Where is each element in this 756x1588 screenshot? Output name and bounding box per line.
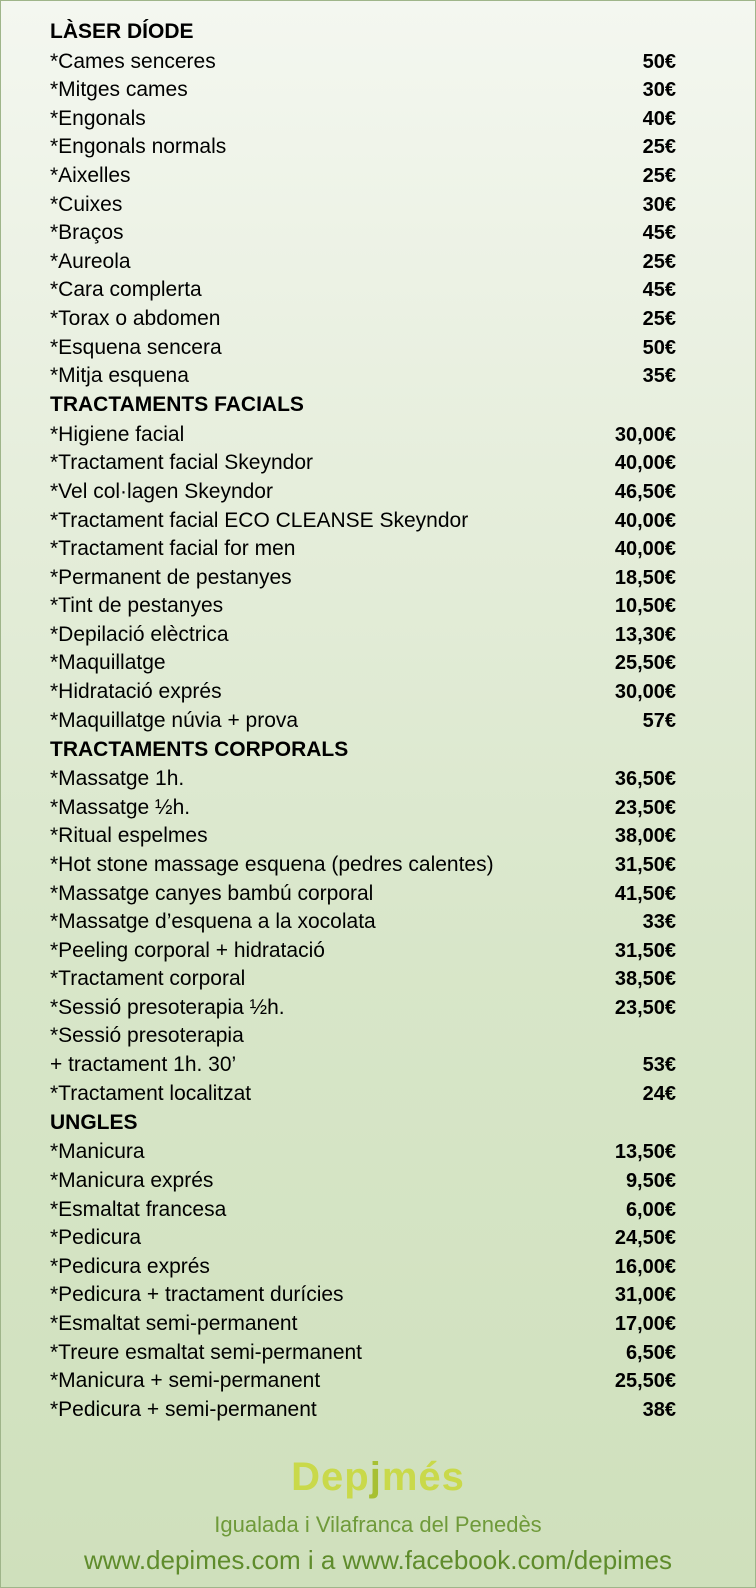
service-name: *Maquillatge <box>50 651 166 675</box>
price-row <box>50 1195 676 1224</box>
service-price: 16,00€ <box>614 1255 676 1278</box>
service-price: 53€ <box>642 1054 676 1077</box>
service-price: 23,50€ <box>614 796 676 819</box>
service-price: 10,50€ <box>614 595 676 618</box>
price-row <box>50 1338 676 1367</box>
website-text: www.depimes.com i a www.facebook.com/depimes <box>83 1545 673 1575</box>
service-name: *Tractament corporal <box>50 967 246 991</box>
service-price: 25€ <box>642 250 676 273</box>
service-price: 6,00€ <box>625 1198 676 1221</box>
price-row <box>50 563 676 592</box>
price-row <box>50 535 676 564</box>
price-row <box>50 649 676 678</box>
service-price: 57€ <box>642 709 676 732</box>
section-title: TRACTAMENTS CORPORALS <box>50 737 349 761</box>
service-price: 46,50€ <box>614 480 676 503</box>
service-name: *Pedicura + semi-permanent <box>50 1397 317 1421</box>
service-price: 50€ <box>642 336 676 359</box>
service-price: 31,50€ <box>614 854 676 877</box>
service-name: *Manicura exprés <box>50 1168 214 1192</box>
service-price: 33€ <box>642 911 676 934</box>
service-name: *Mitja esquena <box>50 364 189 388</box>
service-price: 24,50€ <box>614 1227 676 1250</box>
price-row <box>50 765 676 794</box>
price-row <box>50 1252 676 1281</box>
service-name: *Tractament localitzat <box>50 1081 252 1105</box>
service-name: *Depilació elèctrica <box>50 622 229 646</box>
service-name: *Higiene facial <box>50 422 185 446</box>
price-row <box>50 706 676 735</box>
price-row <box>50 993 676 1022</box>
logo-text-2: més <box>381 1455 465 1499</box>
logo-text-1: Dep <box>291 1455 370 1499</box>
price-row <box>50 677 676 706</box>
service-price: 38,50€ <box>614 968 676 991</box>
service-name: *Aureola <box>50 249 131 273</box>
service-name: *Vel col·lagen Skeyndor <box>50 479 273 503</box>
price-row <box>50 247 676 276</box>
price-row <box>50 449 676 478</box>
section-title: UNGLES <box>50 1110 138 1134</box>
service-price: 30€ <box>642 193 676 216</box>
section-title: TRACTAMENTS FACIALS <box>50 393 304 417</box>
service-name: *Massatge d’esquena a la xocolata <box>50 910 376 934</box>
price-row <box>50 879 676 908</box>
price-row <box>50 1022 676 1079</box>
service-price: 23,50€ <box>614 997 676 1019</box>
service-price: 30,00€ <box>614 423 676 446</box>
service-price: 38,00€ <box>614 825 676 848</box>
service-name: *Cara complerta <box>50 278 202 302</box>
price-row <box>50 1395 676 1424</box>
service-price: 40,00€ <box>614 538 676 561</box>
price-row <box>50 1309 676 1338</box>
price-row <box>50 333 676 362</box>
service-name: *Cuixes <box>50 192 123 216</box>
logo-text-j: j <box>369 1455 382 1499</box>
service-price: 50€ <box>642 50 676 73</box>
service-price: 25€ <box>642 164 676 187</box>
service-name: *Tractament facial for men <box>50 537 296 561</box>
service-name: *Mitges cames <box>50 78 188 102</box>
price-row <box>50 304 676 333</box>
service-name: *Engonals <box>50 106 146 130</box>
brand-logo <box>0 1455 756 1500</box>
service-name: *Peeling corporal + hidratació <box>50 938 325 962</box>
service-name: *Pedicura + tractament durícies <box>50 1283 344 1307</box>
price-row <box>50 161 676 190</box>
service-name: *Tractament facial ECO CLEANSE Skeyndor <box>50 508 469 532</box>
service-name: *Aixelles <box>50 163 131 187</box>
service-name: *Treure esmaltat semi-permanent <box>50 1340 363 1364</box>
service-price: 17,00€ <box>614 1312 676 1335</box>
price-row <box>50 219 676 248</box>
price-row <box>50 1281 676 1310</box>
price-row <box>50 822 676 851</box>
service-name-cont: + tractament 1h. 30’ <box>50 1053 237 1077</box>
price-row <box>50 104 676 133</box>
service-price: 18,50€ <box>614 566 676 589</box>
price-row <box>50 1166 676 1195</box>
service-price: 45€ <box>642 279 676 302</box>
service-price: 45€ <box>642 222 676 245</box>
service-price: 40,00€ <box>614 452 676 475</box>
service-name: *Braços <box>50 221 124 245</box>
service-name: *Hot stone massage esquena (pedres calentes) <box>50 853 494 877</box>
price-row <box>50 965 676 994</box>
service-price: 35€ <box>642 365 676 388</box>
price-row <box>50 362 676 391</box>
service-name: *Sessió presoterapia ½h. <box>50 996 285 1019</box>
service-price: 24€ <box>642 1082 676 1105</box>
service-price: 30,00€ <box>614 681 676 704</box>
price-row <box>50 793 676 822</box>
service-name: *Manicura + semi-permanent <box>50 1369 321 1393</box>
price-row <box>50 1224 676 1253</box>
service-price: 40€ <box>642 107 676 130</box>
service-name: *Permanent de pestanyes <box>50 565 292 589</box>
price-row <box>50 506 676 535</box>
service-price: 25,50€ <box>614 1370 676 1393</box>
service-price: 41,50€ <box>614 882 676 905</box>
price-row <box>50 276 676 305</box>
service-name: *Massatge ½h. <box>50 795 191 819</box>
service-price: 31,50€ <box>614 939 676 962</box>
service-price: 13,50€ <box>614 1141 676 1164</box>
service-price: 6,50€ <box>625 1341 676 1364</box>
locations-text: Igualada i Vilafranca del Penedès <box>214 1512 542 1537</box>
price-row <box>50 477 676 506</box>
service-price: 25,50€ <box>614 652 676 675</box>
service-name: *Sessió presoterapia <box>50 1024 244 1047</box>
price-row <box>50 620 676 649</box>
service-name: *Ritual espelmes <box>50 824 208 848</box>
service-price: 9,50€ <box>625 1169 676 1192</box>
price-list <box>50 17 676 1424</box>
service-name: *Cames senceres <box>50 49 216 73</box>
service-name: *Engonals normals <box>50 135 227 159</box>
service-price: 40,00€ <box>614 509 676 532</box>
service-price: 13,30€ <box>614 623 676 646</box>
service-price: 38€ <box>642 1398 676 1421</box>
price-row <box>50 133 676 162</box>
price-row <box>50 1079 676 1108</box>
price-row <box>50 936 676 965</box>
price-row <box>50 76 676 105</box>
service-name: *Torax o abdomen <box>50 306 221 330</box>
service-name: *Massatge 1h. <box>50 767 185 791</box>
price-row <box>50 850 676 879</box>
service-name: *Esmaltat semi-permanent <box>50 1311 298 1335</box>
service-price: 31,00€ <box>614 1284 676 1307</box>
price-row <box>50 47 676 76</box>
price-row <box>50 592 676 621</box>
service-name: *Manicura <box>50 1140 145 1164</box>
price-row <box>50 1138 676 1167</box>
service-name: *Esmaltat francesa <box>50 1197 227 1221</box>
section-title: LÀSER DÍODE <box>50 20 194 43</box>
service-price: 25€ <box>642 307 676 330</box>
service-name: *Esquena sencera <box>50 335 222 359</box>
service-price: 30€ <box>642 79 676 102</box>
price-row <box>50 908 676 937</box>
price-row <box>50 420 676 449</box>
price-row <box>50 1367 676 1396</box>
service-name: *Massatge canyes bambú corporal <box>50 881 374 905</box>
service-name: *Pedicura exprés <box>50 1254 210 1278</box>
service-name: *Maquillatge núvia + prova <box>50 708 299 732</box>
service-name: *Hidratació exprés <box>50 680 222 704</box>
service-price: 36,50€ <box>614 768 676 791</box>
service-price: 25€ <box>642 136 676 159</box>
service-name: *Tractament facial Skeyndor <box>50 451 314 475</box>
price-row <box>50 190 676 219</box>
service-name: *Tint de pestanyes <box>50 594 224 618</box>
service-name: *Pedicura <box>50 1226 142 1250</box>
